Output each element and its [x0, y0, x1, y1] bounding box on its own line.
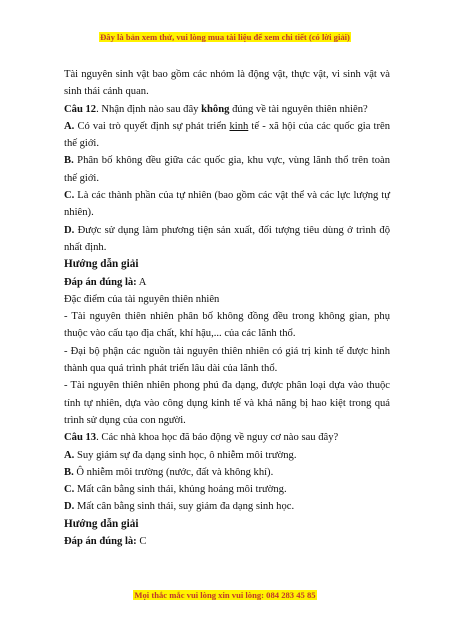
answer-label: Đáp án đúng là: — [64, 536, 137, 548]
contact-footer-text: Mọi thắc mắc vui lòng xin vui lòng: 084 283 45 85 — [134, 590, 316, 600]
option-letter: C. — [64, 484, 75, 496]
answer-label: Đáp án đúng là: — [64, 276, 137, 288]
option-letter: A. — [64, 449, 75, 461]
question-12-text-after: đúng về tài nguyên thiên nhiên? — [229, 103, 368, 115]
question-13-answer — [64, 533, 390, 550]
option-letter: B. — [64, 155, 74, 167]
question-13-option-a — [64, 447, 390, 464]
explanation-line: - Đại bộ phận các nguồn tài nguyên thiên nhiên có giá trị kinh tế được hình thành qua quá trình phát triển lâu dài của lãnh thổ. — [64, 345, 390, 375]
question-12-guide-heading: Hướng dẫn giải — [64, 258, 139, 271]
option-letter: D. — [64, 501, 75, 513]
question-13-option-b — [64, 464, 390, 481]
answer-value: A — [136, 276, 147, 288]
option-text: Mất cân bằng sinh thái, khủng hoảng môi trường. — [74, 484, 287, 496]
answer-value: C — [136, 536, 147, 548]
question-12 — [64, 101, 390, 118]
question-13-text: . Các nhà khoa học đã báo động về nguy cơ nào sau đây? — [96, 432, 339, 444]
preview-banner — [0, 32, 450, 42]
question-12-option-d — [64, 222, 390, 257]
option-text: Được sử dụng làm phương tiện sản xuất, đối tượng tiêu dùng ở trình độ nhất định. — [64, 224, 390, 253]
question-12-option-a — [64, 118, 390, 153]
option-text-before: Có vai trò quyết định sự phát triển — [74, 120, 230, 132]
option-text-after: tế - xã hội của các quốc gia trên thế giới. — [64, 120, 390, 150]
question-13-option-c — [64, 481, 390, 498]
preview-banner-text: Đây là bản xem thử, vui lòng mua tài liệu để xem chi tiết (có lời giải) — [100, 32, 350, 42]
question-13-label: Câu 13 — [64, 432, 97, 444]
document-body — [64, 66, 390, 550]
option-underlined-word: kinh — [229, 120, 249, 132]
option-letter: B. — [64, 466, 74, 478]
question-12-option-b — [64, 152, 390, 187]
question-13-option-d — [64, 498, 390, 515]
question-12-label: Câu 12 — [64, 103, 97, 115]
question-13-guide-heading: Hướng dẫn giải — [64, 517, 139, 530]
option-text: Mất cân bằng sinh thái, suy giảm đa dạng sinh học. — [74, 501, 295, 513]
question-12-answer — [64, 274, 390, 291]
explanation-line: - Tài nguyên thiên nhiên phong phú đa dạng, được phân loại dựa vào thuộc tính tự nhiên, dựa vào công dụng kinh tế và khả năng bị hao kiệt trong quá trình sử dụng của con người. — [64, 380, 390, 426]
question-13 — [64, 429, 390, 446]
option-text: Phân bố không đều giữa các quốc gia, khu vực, vùng lãnh thổ trên toàn thế giới. — [64, 155, 390, 184]
option-letter: D. — [64, 224, 75, 236]
explanation-line: - Tài nguyên thiên nhiên phân bố không đồng đều trong không gian, phụ thuộc vào cấu tạo địa chất, khí hậu,... của các lãnh thổ. — [64, 311, 390, 340]
question-12-text-before: . Nhận định nào sau đây — [96, 103, 202, 115]
option-text: Suy giảm sự đa dạng sinh học, ô nhiễm môi trường. — [74, 449, 297, 461]
question-12-emphasis: không — [201, 103, 230, 115]
contact-footer — [0, 590, 450, 600]
option-text: Là các thành phần của tự nhiên (bao gồm các vật thể và các lực lượng tự nhiên). — [64, 190, 390, 219]
option-letter: A. — [64, 120, 75, 132]
intro-paragraph: Tài nguyên sinh vật bao gồm các nhóm là động vật, thực vật, vi sinh vật và sinh thái cảnh quan. — [64, 69, 390, 98]
question-12-option-c — [64, 187, 390, 222]
option-letter: C. — [64, 190, 75, 202]
explanation-line: Đặc điểm của tài nguyên thiên nhiên — [64, 293, 220, 305]
option-text: Ô nhiễm môi trường (nước, đất và không khí). — [73, 466, 274, 478]
